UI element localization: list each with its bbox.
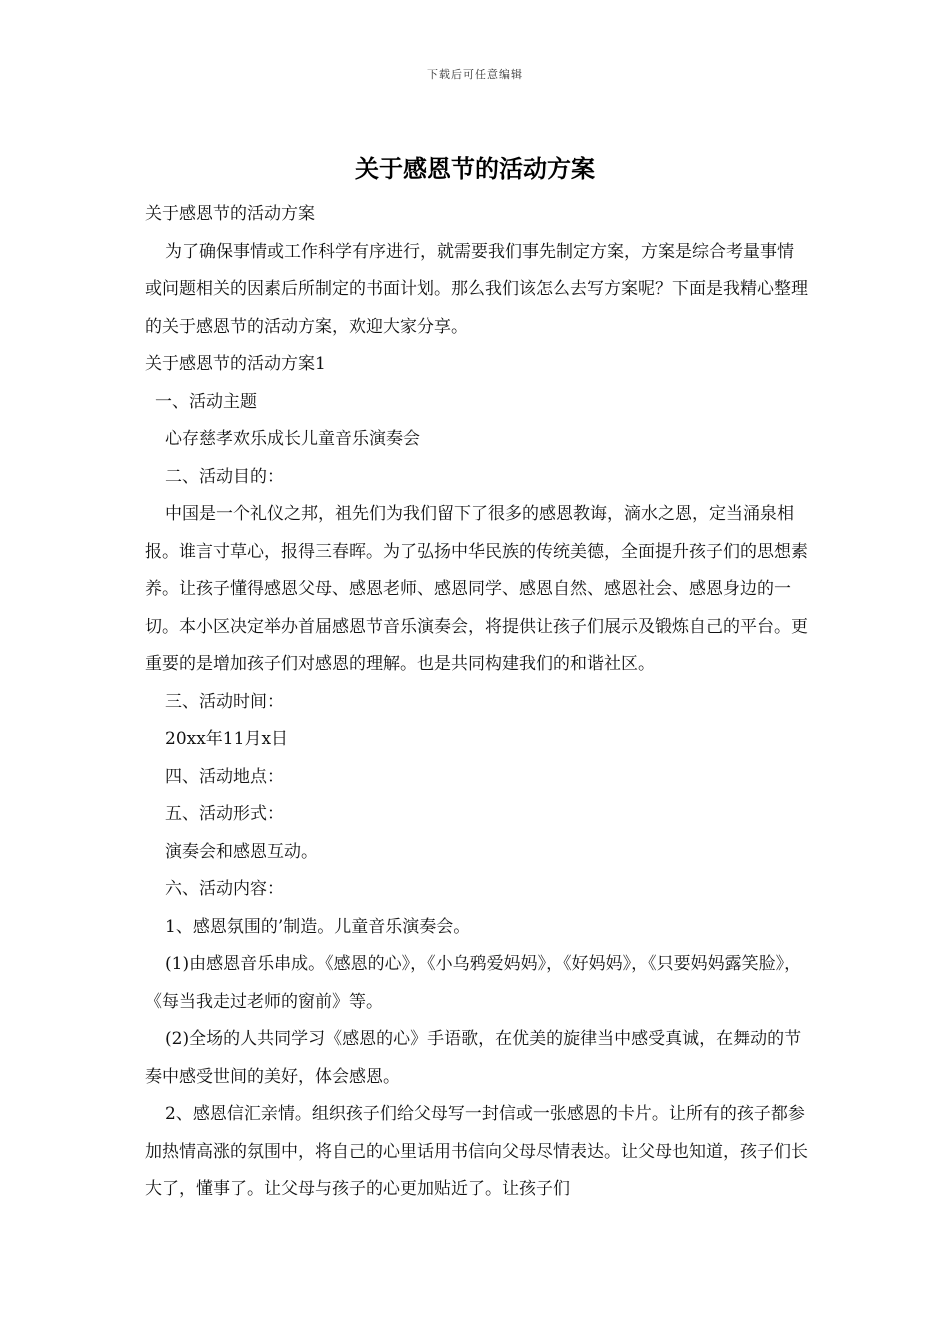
heading-place: 四、活动地点：: [165, 766, 284, 787]
document-subtitle: 关于感恩节的活动方案: [145, 204, 315, 224]
intro-paragraph: 为了确保事情或工作科学有序进行，就需要我们事先制定方案，方案是综合考量事情或问题相关的因素后所制定的书面计划。那么我们该怎么去写方案呢？下面是我精心整理的关于感恩节的活动方案，欢迎大家分享。: [145, 241, 808, 337]
heading-theme: 一、活动主题: [155, 391, 257, 412]
content-item-1: 1、感恩氛围的’制造。儿童音乐演奏会。: [165, 916, 471, 937]
content-item-2: 2、感恩信汇亲情。组织孩子们给父母写一封信或一张感恩的卡片。让所有的孩子都参加热情高涨的氛围中，将自己的心里话用书信向父母尽情表达。让父母也知道，孩子们长大了，懂事了。让父母与孩子的心更加贴近了。让孩子们: [145, 1104, 808, 1199]
theme-text: 心存慈孝欢乐成长儿童音乐演奏会: [165, 429, 420, 449]
content-item-1b: (2)全场的人共同学习《感恩的心》手语歌，在优美的旋律当中感受真诚，在舞动的节奏中感受世间的美好，体会感恩。: [145, 1029, 802, 1087]
section-title: 关于感恩节的活动方案1: [145, 354, 326, 374]
form-text: 演奏会和感恩互动。: [165, 841, 318, 862]
content-item-1a: (1)由感恩音乐串成。《感恩的心》，《小乌鸦爱妈妈》，《好妈妈》，《只要妈妈露笑脸》，《每当我走过老师的窗前》等。: [145, 954, 802, 1012]
header-note: 下载后可任意编辑: [427, 68, 523, 81]
document-title: 关于感恩节的活动方案: [355, 154, 595, 183]
document-body: [145, 196, 810, 1209]
heading-time: 三、活动时间：: [165, 691, 284, 712]
heading-form: 五、活动形式：: [165, 804, 284, 824]
heading-purpose: 二、活动目的：: [165, 466, 284, 487]
heading-content: 六、活动内容：: [165, 879, 284, 899]
time-text: 20xx年11月x日: [165, 729, 289, 749]
purpose-paragraph: 中国是一个礼仪之邦，祖先们为我们留下了很多的感恩教诲，滴水之恩，定当涌泉相报。谁言寸草心，报得三春晖。为了弘扬中华民族的传统美德，全面提升孩子们的思想素养。让孩子懂得感恩父母、感恩老师、感恩同学、感恩自然、感恩社会、感恩身边的一切。本小区决定举办首届感恩节音乐演奏会，将提供让孩子们展示及锻炼自己的平台。更重要的是增加孩子们对感恩的理解。也是共同构建我们的和谐社区。: [145, 504, 808, 674]
